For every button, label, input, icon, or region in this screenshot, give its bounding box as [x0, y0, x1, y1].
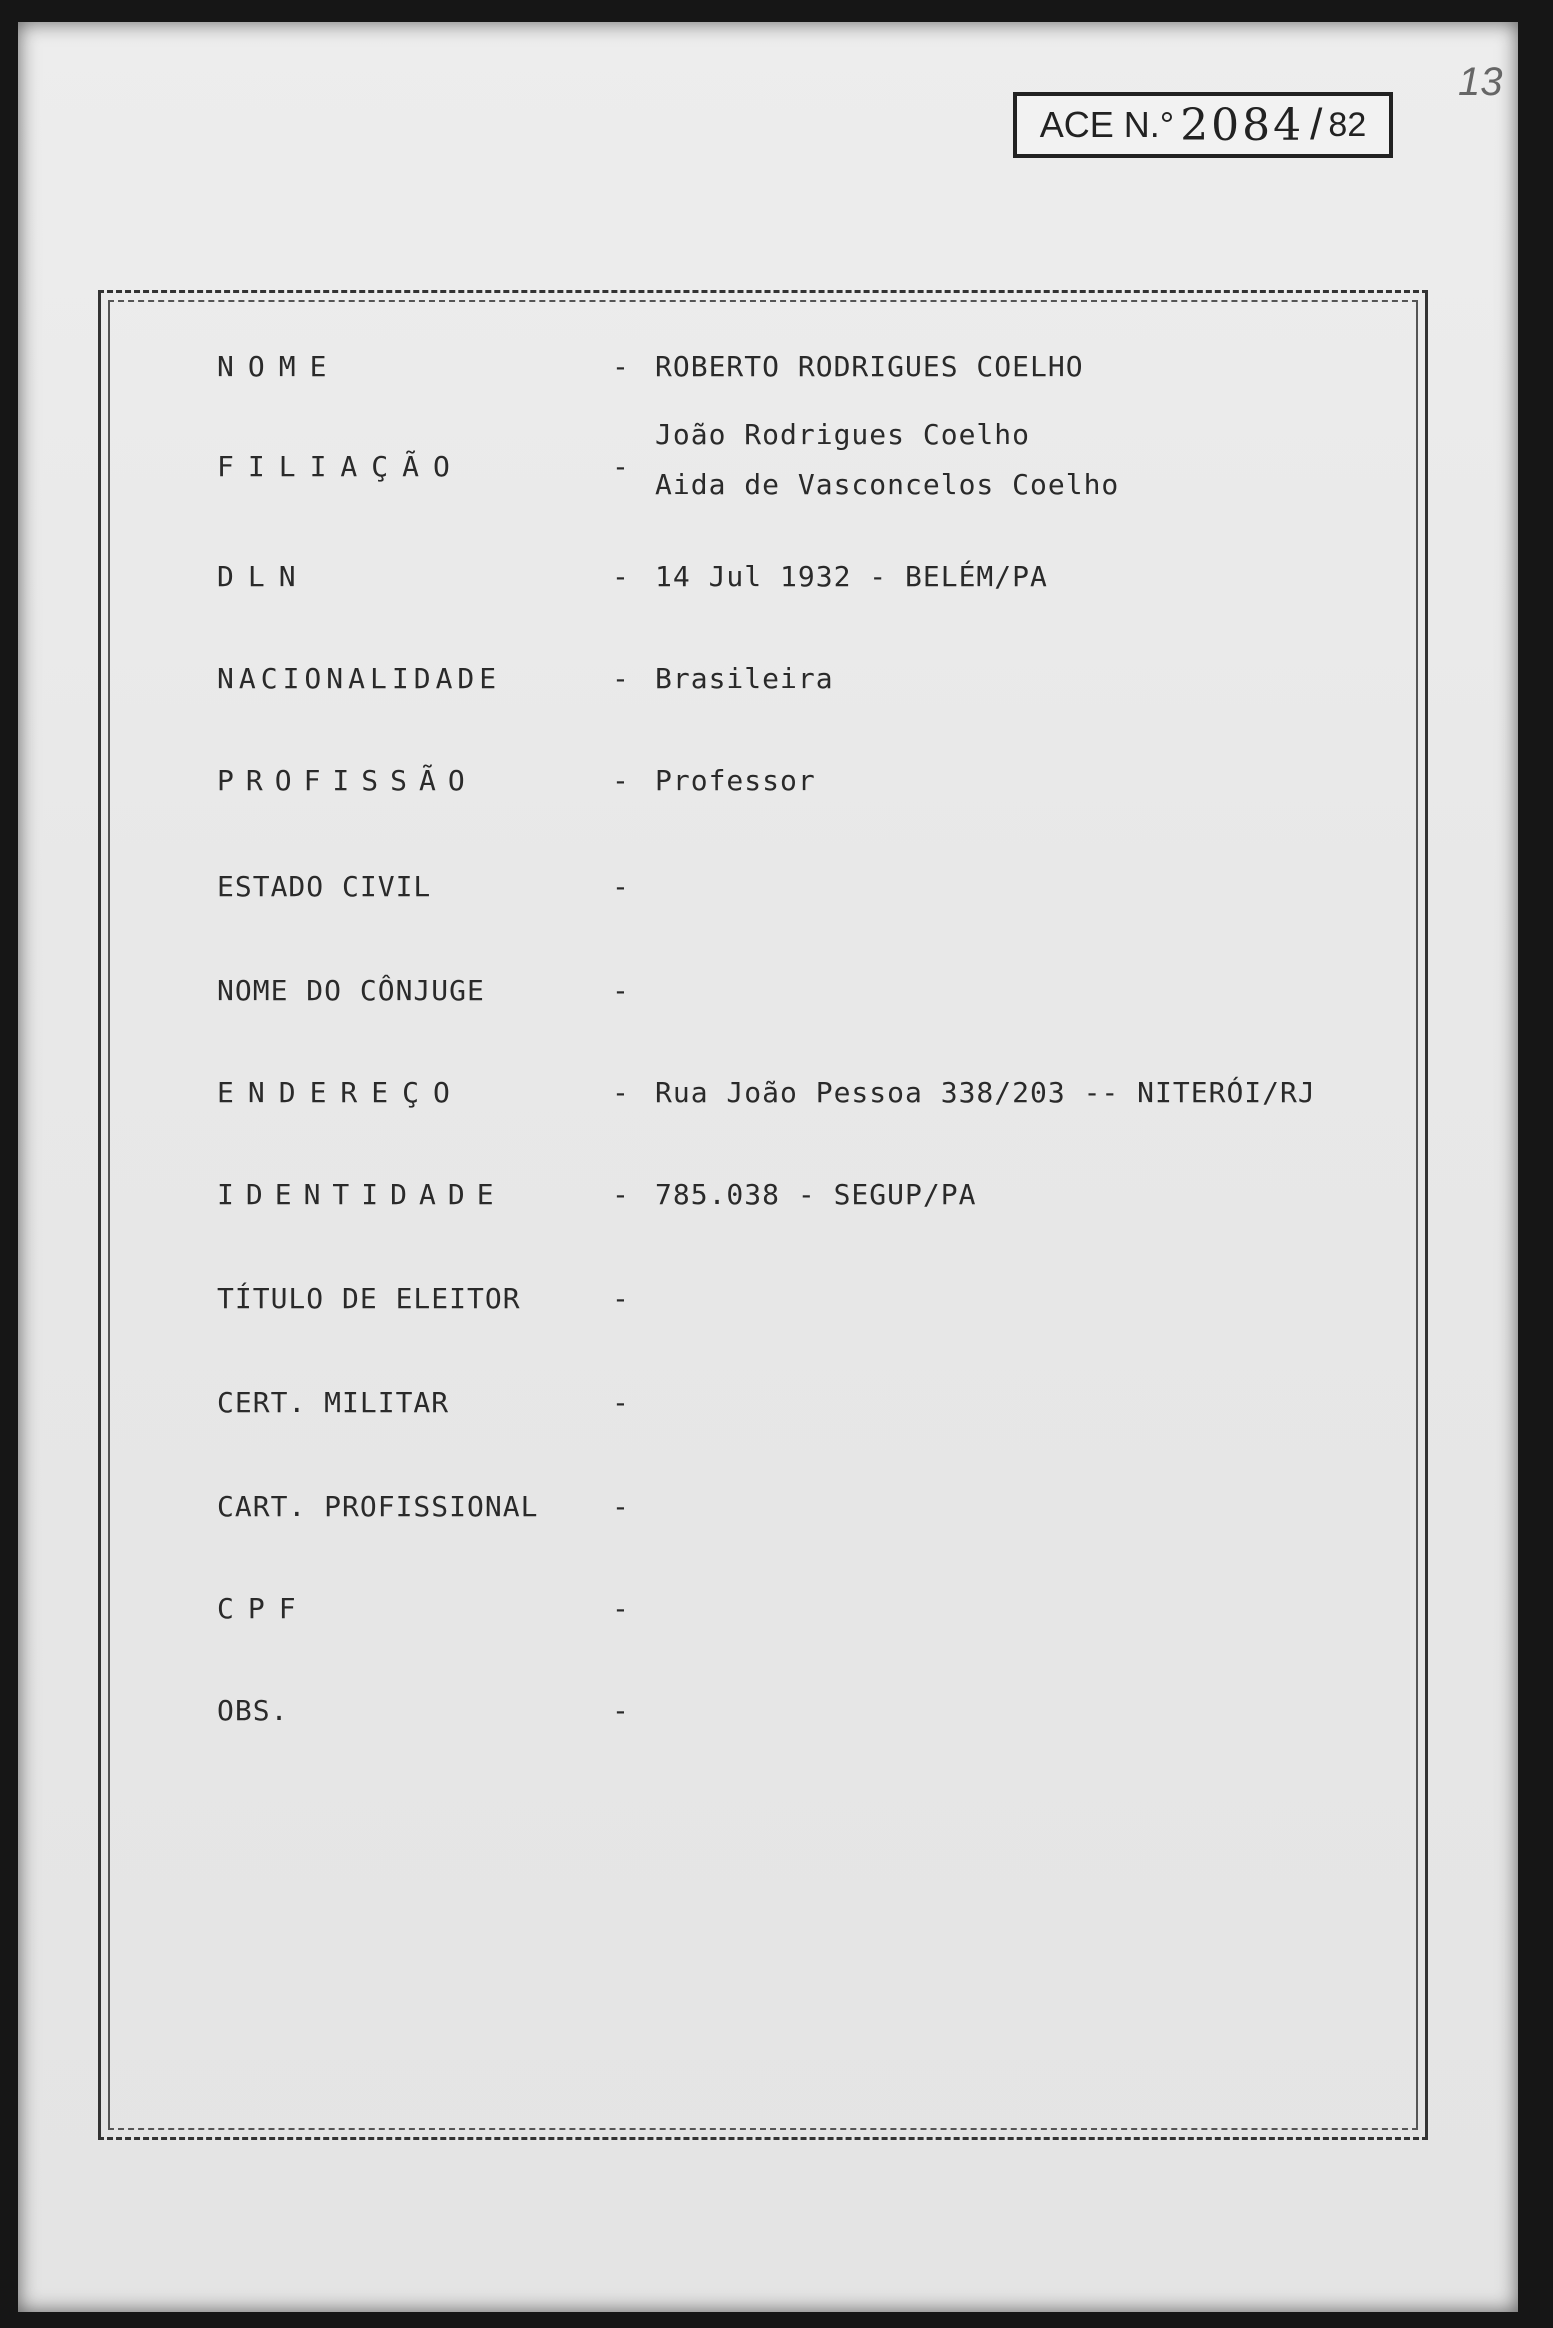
field-label: IDENTIDADE — [217, 1178, 506, 1211]
field-label: CERT. MILITAR — [217, 1386, 450, 1419]
field-label: CPF — [217, 1592, 310, 1625]
field-row-endereco — [0, 1076, 1553, 1116]
field-label: NACIONALIDADE — [217, 662, 502, 695]
field-value: Rua João Pessoa 338/203 -- NITERÓI/RJ — [655, 1076, 1316, 1109]
folio-number: 13 — [1458, 60, 1503, 104]
field-dash: - — [612, 764, 630, 797]
field-label: OBS. — [217, 1694, 289, 1727]
field-label: CART. PROFISSIONAL — [217, 1490, 539, 1523]
field-dash: - — [612, 974, 630, 1007]
field-label: TÍTULO DE ELEITOR — [217, 1282, 521, 1315]
field-value-mother: Aida de Vasconcelos Coelho — [655, 468, 1120, 501]
filiacao-mother-row — [0, 468, 1553, 508]
field-row-cart-profissional — [0, 1490, 1553, 1530]
field-value: Professor — [655, 764, 816, 797]
field-label: DLN — [217, 560, 310, 593]
ace-stamp-number: 2084 — [1180, 99, 1305, 151]
field-dash: - — [612, 1282, 630, 1315]
field-dash: - — [612, 1076, 630, 1109]
field-row-cpf — [0, 1592, 1553, 1632]
filiacao-father-row — [0, 418, 1553, 458]
field-value: 14 Jul 1932 - BELÉM/PA — [655, 560, 1048, 593]
field-row-conjuge — [0, 974, 1553, 1014]
field-label: PROFISSÃO — [217, 764, 477, 797]
field-value-father: João Rodrigues Coelho — [655, 418, 1031, 451]
field-row-dln — [0, 560, 1553, 600]
field-value: 785.038 - SEGUP/PA — [655, 1178, 977, 1211]
field-row-cert-militar — [0, 1386, 1553, 1426]
ace-stamp-year: 82 — [1328, 105, 1367, 144]
field-label: ENDEREÇO — [217, 1076, 464, 1109]
field-row-estado-civil — [0, 870, 1553, 910]
field-dash: - — [612, 1178, 630, 1211]
field-label: FILIAÇÃO — [217, 450, 464, 483]
ace-stamp-separator: / — [1310, 100, 1323, 149]
field-dash: - — [612, 350, 630, 383]
ace-stamp-label: ACE N.° — [1039, 104, 1175, 145]
field-dash: - — [612, 1694, 630, 1727]
field-row-profissao — [0, 764, 1553, 804]
field-value: ROBERTO RODRIGUES COELHO — [655, 350, 1084, 383]
field-dash: - — [612, 450, 630, 483]
field-row-titulo-eleitor — [0, 1282, 1553, 1322]
field-label: NOME — [217, 350, 341, 383]
field-dash: - — [612, 662, 630, 695]
field-dash: - — [612, 1592, 630, 1625]
field-value: Brasileira — [655, 662, 834, 695]
field-label: NOME DO CÔNJUGE — [217, 974, 485, 1007]
field-dash: - — [612, 1386, 630, 1419]
field-dash: - — [612, 1490, 630, 1523]
field-label: ESTADO CIVIL — [217, 870, 432, 903]
field-row-obs — [0, 1694, 1553, 1734]
field-dash: - — [612, 870, 630, 903]
field-row-nome — [0, 350, 1553, 390]
ace-stamp — [1013, 92, 1393, 158]
field-row-nacionalidade — [0, 662, 1553, 702]
field-dash: - — [612, 560, 630, 593]
field-row-identidade — [0, 1178, 1553, 1218]
